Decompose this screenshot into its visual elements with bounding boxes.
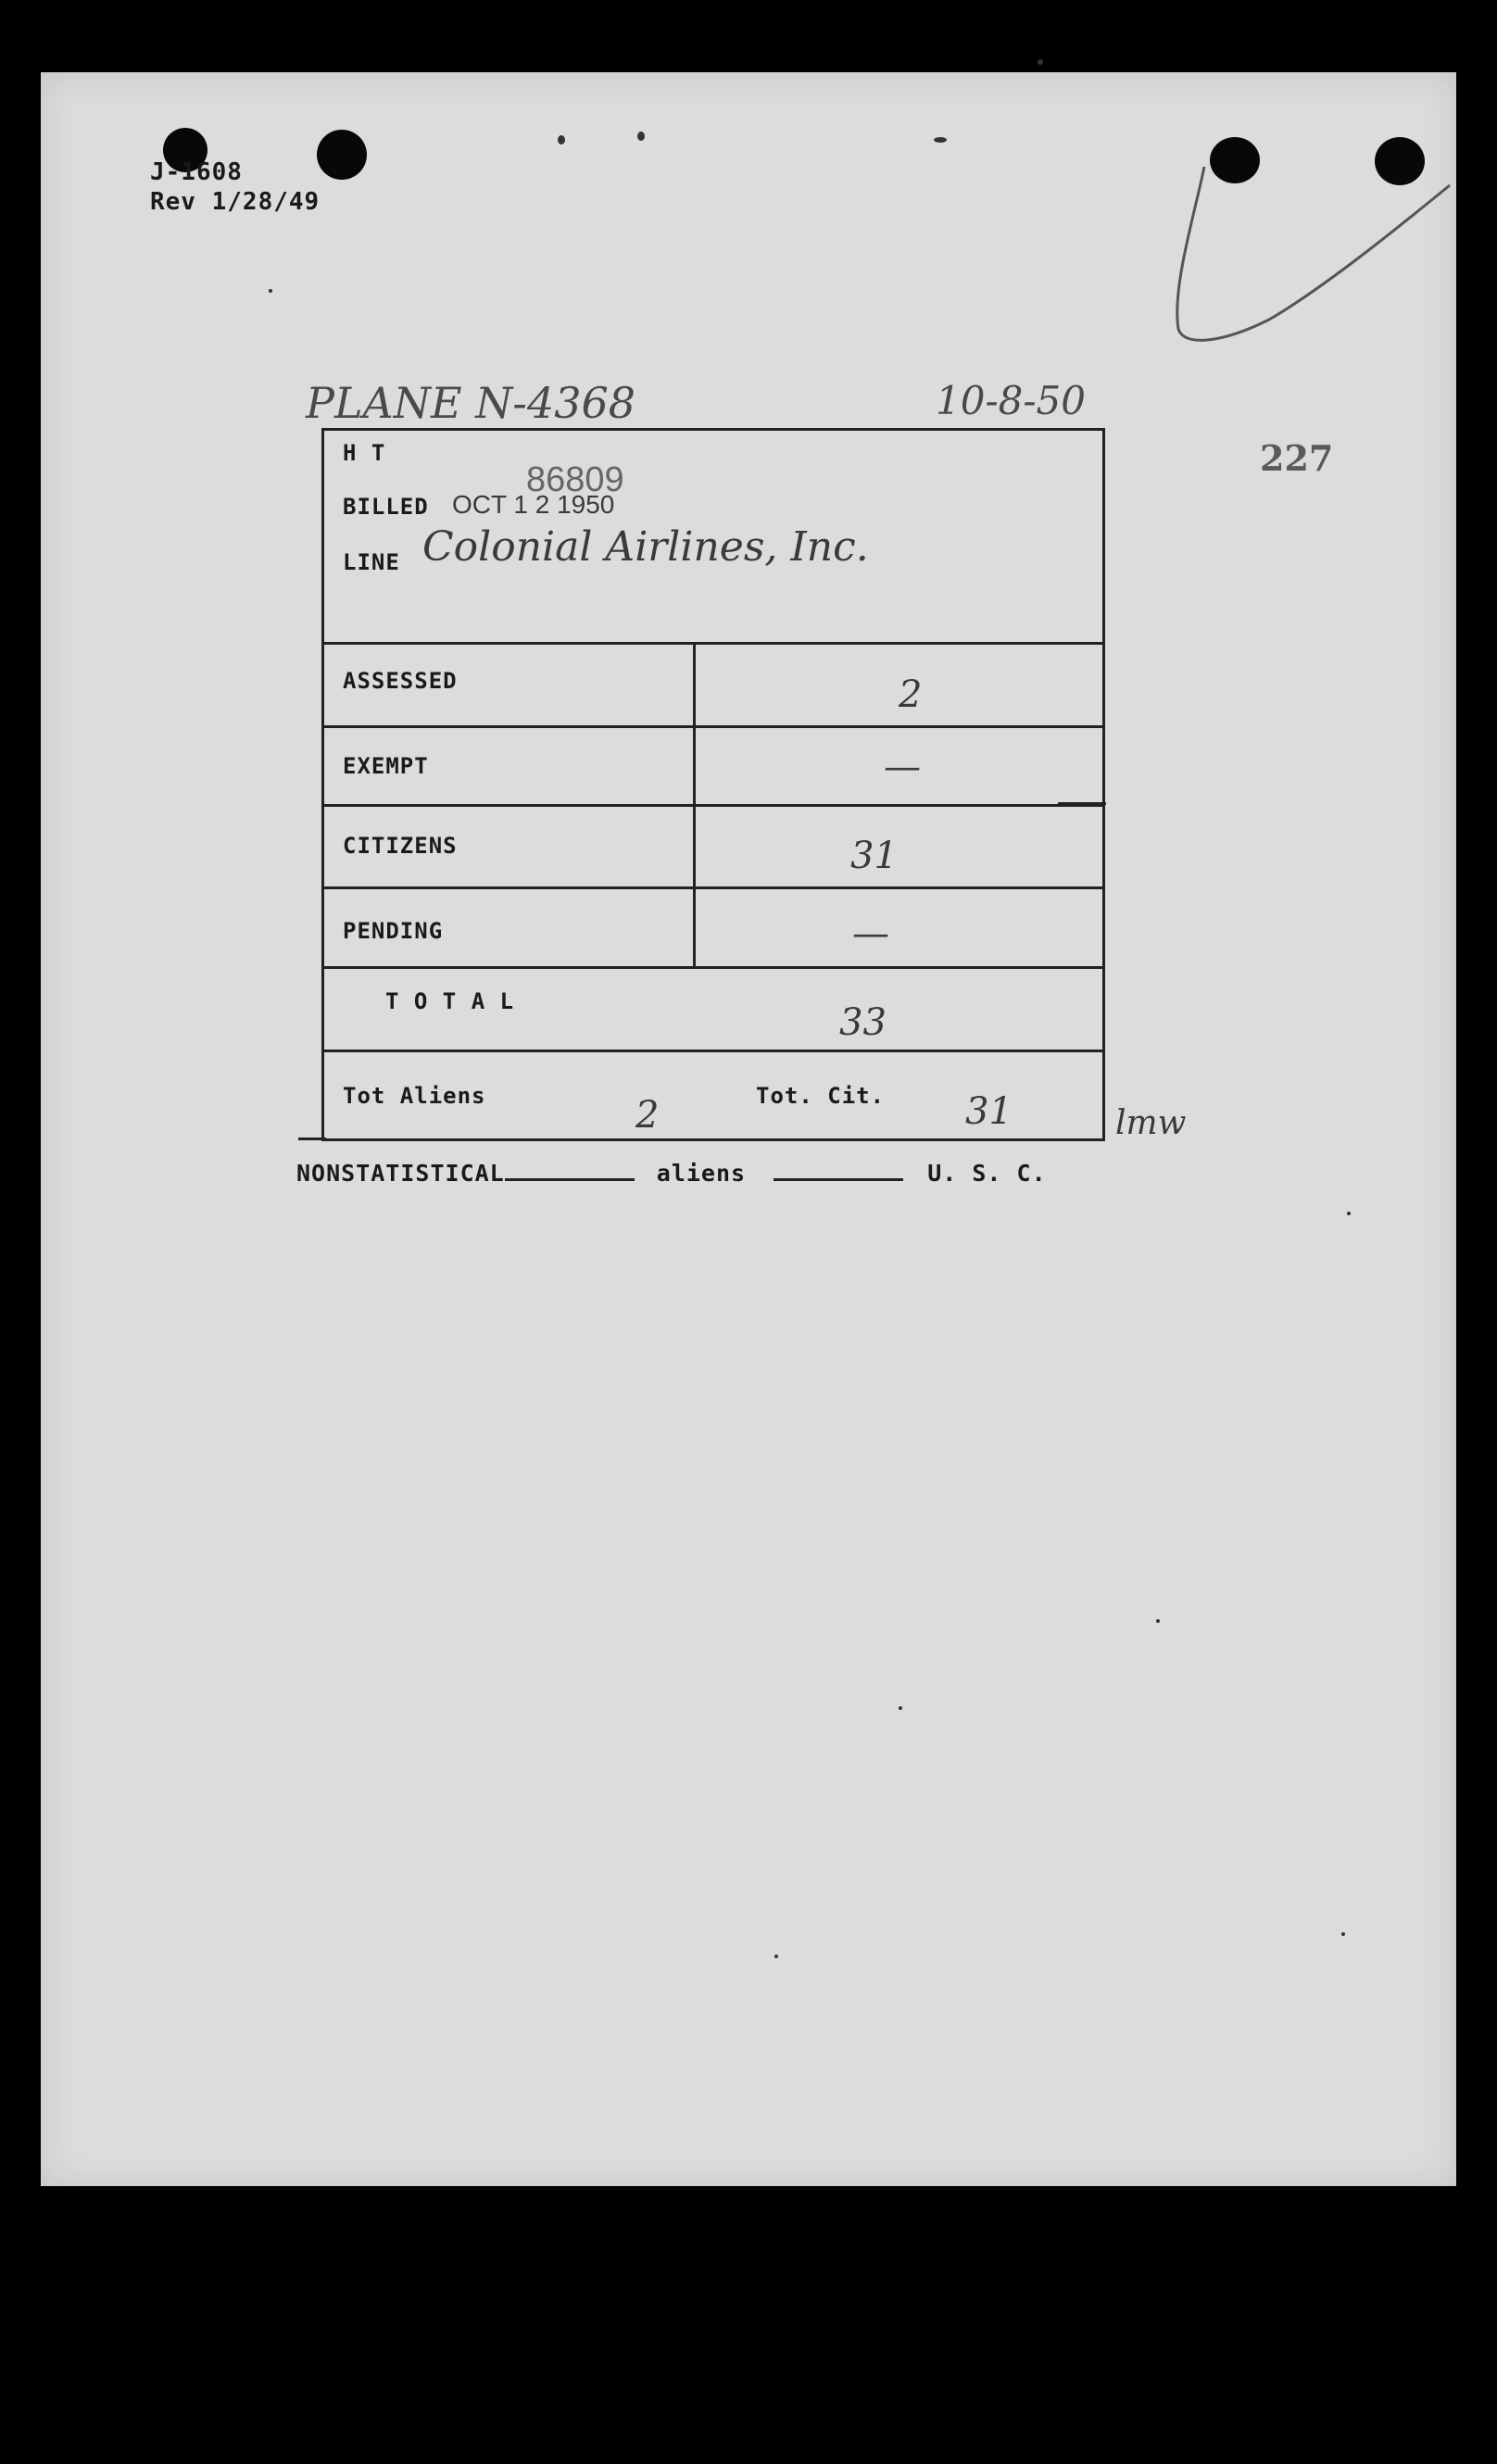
row-value-citizens: 31 [850,835,898,877]
divider [324,804,1102,807]
handwritten-plane-number: PLANE N-4368 [306,378,636,428]
tot-cit-label: Tot. Cit. [756,1083,886,1109]
row-label-pending: PENDING [343,918,444,944]
nonstatistical-line [296,1160,1047,1187]
row-label-assessed: ASSESSED [343,668,458,694]
ink-speck [637,132,645,141]
line-label: LINE [343,549,400,575]
total-value: 33 [839,1001,887,1044]
ink-speck [269,289,272,293]
row-value-exempt: — [884,746,921,788]
exempt-tick-line [1058,802,1106,805]
ht-label: H T [343,440,386,466]
tot-aliens-value: 2 [635,1094,660,1137]
ink-speck [774,1955,778,1958]
stamp-number: 86809 [526,460,624,499]
handwritten-date: 10-8-50 [936,378,1086,423]
ink-speck [558,135,565,145]
tot-aliens-label: Tot Aliens [343,1083,486,1109]
ink-speck [899,1706,902,1710]
tot-cit-value: 31 [965,1090,1013,1133]
billed-stamp-date: OCT 1 2 1950 [452,490,615,519]
ink-speck [1347,1212,1351,1215]
form-number: J-1608 [150,158,243,186]
footer-aliens-label: aliens [656,1160,747,1187]
line-value: Colonial Airlines, Inc. [422,523,869,571]
check-mark-stroke [1167,157,1464,352]
row-label-citizens: CITIZENS [343,833,458,859]
total-label: T O T A L [385,988,515,1014]
ink-speck [1341,1932,1345,1936]
row-value-pending: — [852,912,889,955]
divider [324,886,1102,889]
manifest-form-box [321,428,1105,1141]
nonstatistical-label: NONSTATISTICAL [296,1160,505,1187]
page-number: 227 [1260,437,1334,479]
aliens-blank [774,1175,903,1181]
form-revision: Rev 1/28/49 [150,188,321,216]
divider [324,725,1102,728]
row-value-assessed: 2 [899,673,923,716]
column-divider [693,642,696,966]
box-extension-line [298,1138,326,1140]
nonstatistical-blank [505,1175,635,1181]
billed-label: BILLED [343,494,429,520]
ink-speck [1038,59,1043,65]
initials: lmw [1115,1104,1187,1142]
divider [324,1050,1102,1052]
divider [324,966,1102,969]
usc-label: U. S. C. [927,1160,1047,1187]
ink-speck [934,137,947,143]
punch-hole [317,130,367,180]
form-code [150,157,320,217]
row-label-exempt: EXEMPT [343,753,429,779]
divider [324,642,1102,645]
ink-speck [1156,1619,1160,1623]
